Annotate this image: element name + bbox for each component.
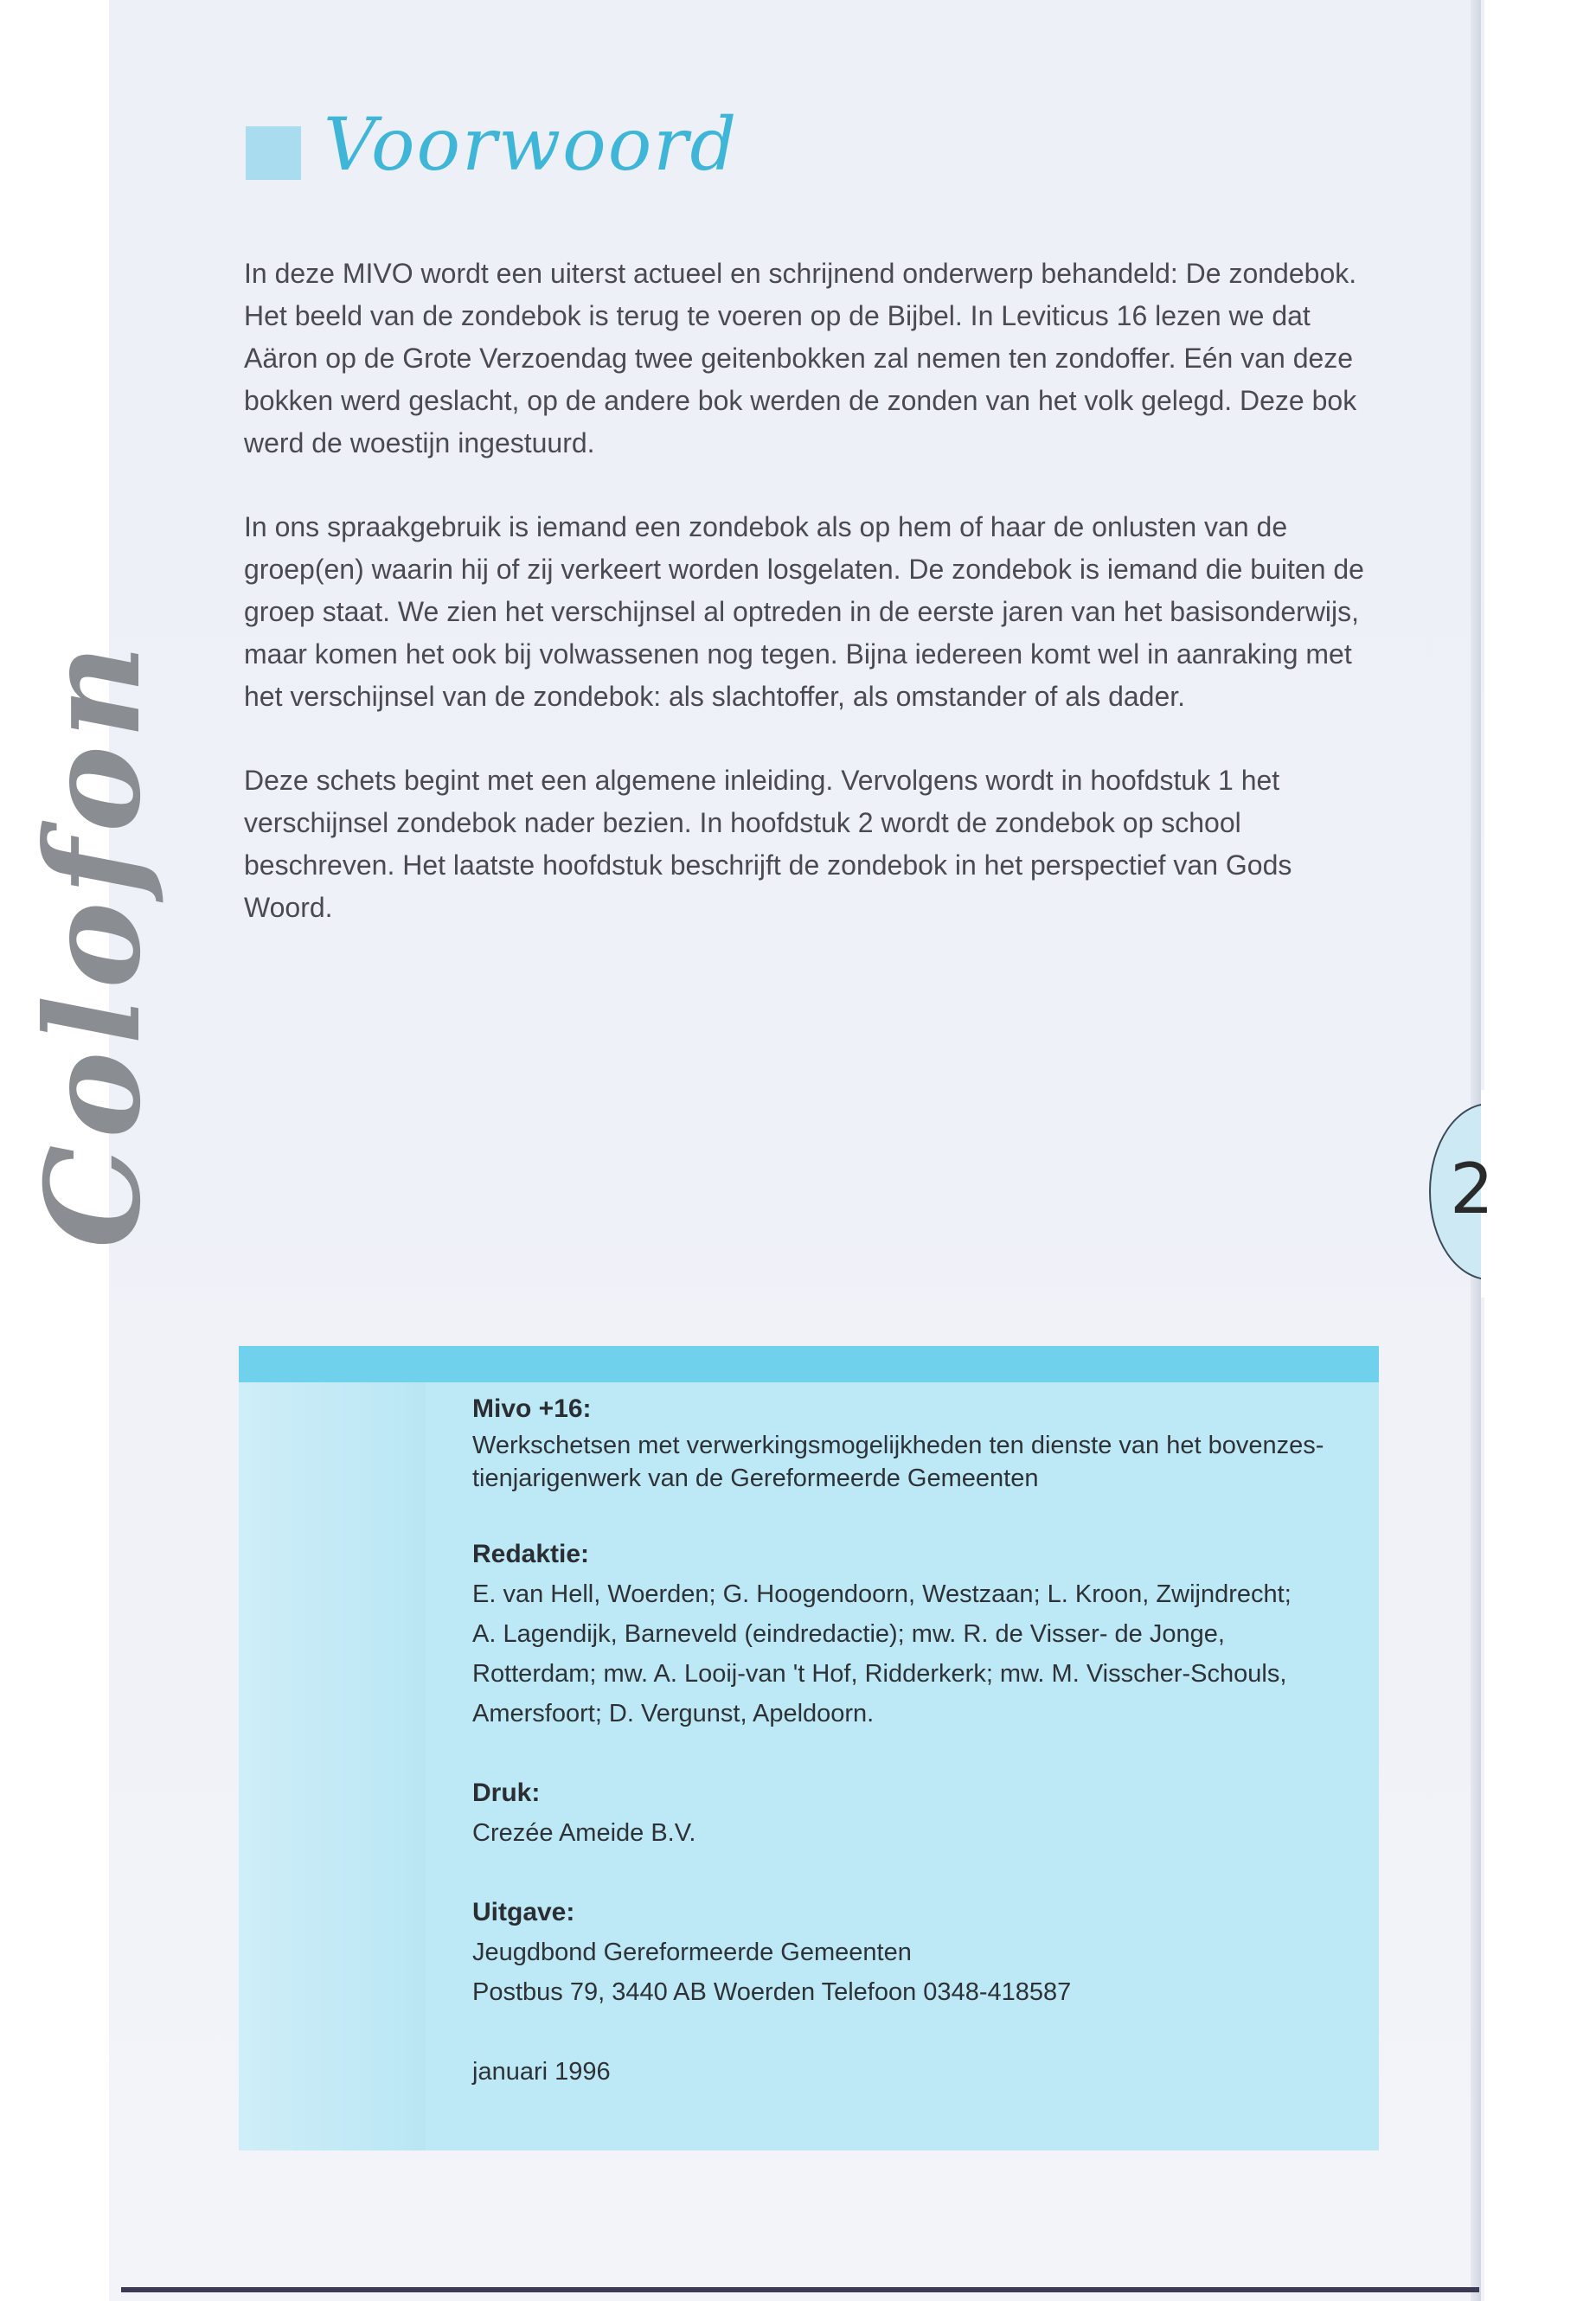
colophon-print-label: Druk: [472, 1779, 541, 1807]
page-title: Voorwoord [324, 102, 739, 187]
colophon-content [472, 1389, 1355, 2092]
colophon-editors-label: Redaktie: [472, 1540, 590, 1568]
colophon-heading: Colofon [17, 637, 170, 1249]
colophon-editors [472, 1535, 1355, 1734]
colophon-side-panel [239, 1382, 426, 2150]
colophon-print [472, 1773, 1355, 1853]
colophon-print-line: Crezée Ameide B.V. [472, 1819, 696, 1847]
page-tab-mask [1481, 1090, 1596, 1298]
colophon-series [472, 1389, 1355, 1495]
colophon-series-line: Werkschetsen met verwerkingsmogelijkheden ten dienste van het bovenzes- [472, 1432, 1324, 1459]
colophon-editors-line: E. van Hell, Woerden; G. Hoogendoorn, Westzaan; L. Kroon, Zwijndrecht; [472, 1580, 1292, 1608]
colophon-editors-line: Rotterdam; mw. A. Looij-van 't Hof, Ridderkerk; mw. M. Visscher-Schouls, [472, 1660, 1287, 1688]
page-bottom-edge [121, 2287, 1479, 2292]
page-number: 2 [1450, 1149, 1494, 1229]
colophon-publisher-label: Uitgave: [472, 1898, 575, 1926]
foreword-text [244, 253, 1386, 971]
colophon-editors-line: A. Lagendijk, Barneveld (eindredactie); mw. R. de Visser- de Jonge, [472, 1620, 1225, 1648]
foreword-paragraph-3: Deze schets begint met een algemene inleiding. Vervolgens wordt in hoofdstuk 1 het verschijnsel zondebok nader bezien. In hoofdstuk 2 wordt de zondebok op school beschreven. Het laatste hoofdstuk beschrijft de zondebok in het perspectief van Gods Woord. [244, 765, 1292, 923]
colophon-publisher-line: Jeugdbond Gereformeerde Gemeenten [472, 1939, 912, 1966]
colophon-editors-line: Amersfoort; D. Vergunst, Apeldoorn. [472, 1700, 875, 1727]
colophon-publisher-line: Postbus 79, 3440 AB Woerden Telefoon 0348-418587 [472, 1978, 1072, 2006]
foreword-paragraph-2: In ons spraakgebruik is iemand een zondebok als op hem of haar de onlusten van de groep(en) waarin hij of zij verkeert worden losgelaten. De zondebok is iemand die buiten de groep staat. We zien het verschijnsel al optreden in de eerste jaren van het basisonderwijs, maar komen het ook bij volwassenen nog tegen. Bijna iedereen komt wel in aanraking met het verschijnsel van de zondebok: als slachtoffer, als omstander of als dader. [244, 511, 1364, 712]
colophon-publisher [472, 1893, 1355, 2012]
colophon-date: januari 1996 [472, 2058, 611, 2086]
colophon-series-label: Mivo +16: [472, 1394, 592, 1423]
foreword-paragraph-1: In deze MIVO wordt een uiterst actueel en schrijnend onderwerp behandeld: De zondebok. Het beeld van de zondebok is terug te voeren op de Bijbel. In Leviticus 16 lezen we dat Aäron op de Grote Verzoendag twee geitenbokken zal nemen ten zondoffer. Eén van deze bokken werd geslacht, op de andere bok werden de zonden van het volk gelegd. Deze bok werd de woestijn ingestuurd. [244, 258, 1357, 458]
colophon-box [239, 1346, 1379, 2150]
colophon-series-line: tienjarigenwerk van de Gereformeerde Gemeenten [472, 1465, 1039, 1492]
colophon-top-bar [239, 1346, 1379, 1382]
title-square-icon [246, 126, 301, 180]
